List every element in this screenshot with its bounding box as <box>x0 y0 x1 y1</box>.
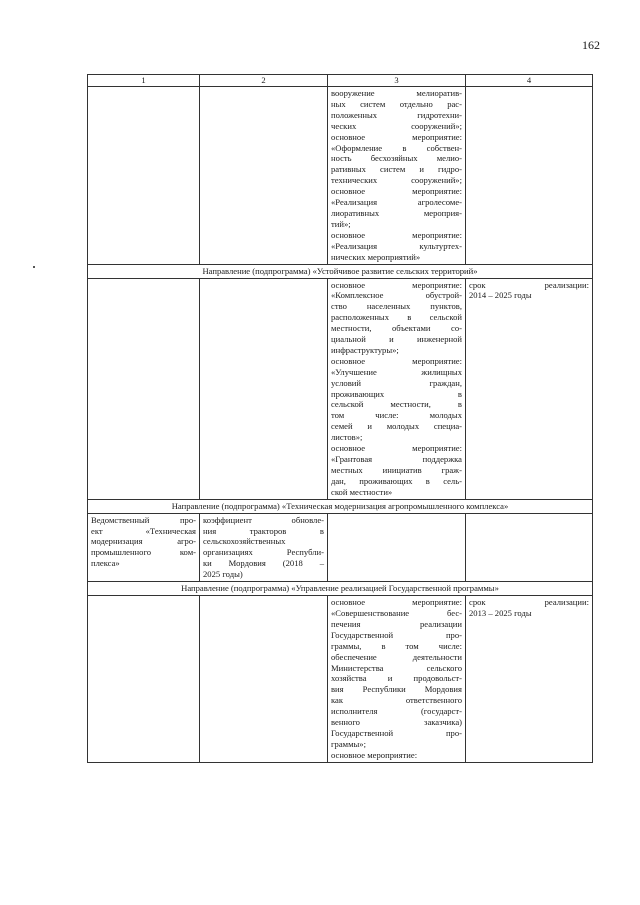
cell-line: семей и молодых специа- <box>331 421 462 432</box>
measures-cell <box>328 278 466 499</box>
cell-line: вооружение мелиоратив- <box>331 88 462 98</box>
table-row <box>88 278 593 499</box>
cell-line: ческих сооружений»; <box>331 120 462 131</box>
cell-line: ство населенных пунктов, <box>331 301 462 312</box>
cell-line: дан, проживающих в сель- <box>331 475 462 486</box>
cell-line: 2014 – 2025 годы <box>469 290 532 301</box>
program-table <box>87 74 593 763</box>
section-title: Направление (подпрограмма) «Техническая модернизация агропромышленного комплекса» <box>88 499 593 513</box>
cell-line: местных инициатив граж- <box>331 464 462 475</box>
cell-line: «Улучшение жилищных <box>331 366 462 377</box>
cell-line: срок реализации: <box>469 597 589 608</box>
cell-line: технических сооружений»; <box>331 175 462 186</box>
cell-line: основное мероприятие: <box>331 749 418 760</box>
cell-line: основное мероприятие: <box>331 131 462 142</box>
cell-line: хозяйства и продовольст- <box>331 673 462 684</box>
cell-empty <box>466 513 593 581</box>
cell-line: сельской местности, в <box>331 399 462 410</box>
cell-line: основное мероприятие: <box>331 229 462 240</box>
header-col-4: 4 <box>466 75 593 87</box>
cell-line: сельскохозяйственных <box>203 536 286 547</box>
cell-line: обеспечение деятельности <box>331 651 462 662</box>
cell-line: исполнителя (государст- <box>331 706 462 717</box>
cell-line: Ведомственный про- <box>91 514 196 525</box>
cell-line: «Комплексное обустрой- <box>331 290 462 301</box>
header-col-2: 2 <box>200 75 328 87</box>
cell-line: «Оформление в собствен- <box>331 142 462 153</box>
cell-line: «Реализация агролесоме- <box>331 197 462 208</box>
cell-line: тий»; <box>331 218 351 229</box>
cell-line: Государственной про- <box>331 727 462 738</box>
cell-line: граммы, в том числе: <box>331 640 462 651</box>
cell-line: листов»; <box>331 432 363 443</box>
cell-line: «Совершенствование бес- <box>331 607 462 618</box>
cell-line: положенных гидротехни- <box>331 109 462 120</box>
term-cell <box>466 596 593 763</box>
table-row <box>88 513 593 581</box>
cell-line: условий граждан, <box>331 377 462 388</box>
section-row <box>88 499 593 513</box>
table-row <box>88 87 593 265</box>
cell-line: плекса» <box>91 558 120 569</box>
cell-line: ки Мордовия (2018 – <box>203 558 324 569</box>
cell-line: срок реализации: <box>469 279 589 290</box>
cell-line: местности, объектами со- <box>331 323 462 334</box>
cell-line: ных систем отдельно рас- <box>331 98 462 109</box>
cell-line: «Грантовая поддержка <box>331 454 462 464</box>
header-col-3: 3 <box>328 75 466 87</box>
cell-line: как ответственного <box>331 695 462 706</box>
cell-line: расположенных в сельской <box>331 312 462 323</box>
cell-line: 2025 годы) <box>203 569 243 580</box>
cell-line: промышленного ком- <box>91 547 196 558</box>
cell-line: венного заказчика) <box>331 717 462 728</box>
cell-empty <box>328 513 466 581</box>
cell-line: организациях Республи- <box>203 547 324 558</box>
cell-line: Министерства сельского <box>331 662 462 673</box>
cell-line: коэффициент обновле- <box>203 514 324 525</box>
cell-line: инфраструктуры»; <box>331 344 399 355</box>
project-cell <box>88 513 200 581</box>
cell-line: том числе: молодых <box>331 410 462 421</box>
cell-line: граммы»; <box>331 738 366 749</box>
cell-line: ской местности» <box>331 486 393 497</box>
cell-empty <box>200 278 328 499</box>
cell-line: проживающих в <box>331 388 462 399</box>
cell-line: 2013 – 2025 годы <box>469 607 532 618</box>
cell-line: «Реализация культуртех- <box>331 240 462 251</box>
cell-empty <box>200 87 328 265</box>
section-row <box>88 264 593 278</box>
measures-cell <box>328 87 466 265</box>
header-col-1: 1 <box>88 75 200 87</box>
section-row <box>88 582 593 596</box>
term-cell <box>466 278 593 499</box>
cell-line: ект «Техническая <box>91 525 196 536</box>
cell-line: нических мероприятий» <box>331 251 421 262</box>
cell-empty <box>200 596 328 763</box>
cell-line: ность бесхозяйных мелио- <box>331 153 462 164</box>
cell-line: Государственной про- <box>331 629 462 640</box>
page-number: 162 <box>582 38 600 52</box>
cell-line: ративных систем и гидро- <box>331 164 462 175</box>
cell-line: модернизация агро- <box>91 536 196 547</box>
section-title: Направление (подпрограмма) «Устойчивое развитие сельских территорий» <box>88 264 593 278</box>
indicator-cell <box>200 513 328 581</box>
cell-line: основное мероприятие: <box>331 443 462 454</box>
cell-empty <box>88 278 200 499</box>
cell-line: вия Республики Мордовия <box>331 684 462 695</box>
cell-empty <box>88 596 200 763</box>
scan-speck <box>33 266 35 268</box>
cell-empty <box>466 87 593 265</box>
cell-line: циальной и инженерной <box>331 334 462 345</box>
cell-empty <box>88 87 200 265</box>
measures-cell <box>328 596 466 763</box>
header-row <box>88 75 593 87</box>
cell-line: основное мероприятие: <box>331 186 462 197</box>
cell-line: основное мероприятие: <box>331 355 462 366</box>
section-title: Направление (подпрограмма) «Управление реализацией Государственной программы» <box>88 582 593 596</box>
cell-line: печения реализации <box>331 618 462 629</box>
cell-line: основное мероприятие: <box>331 597 462 608</box>
table-row <box>88 596 593 763</box>
cell-line: ния тракторов в <box>203 525 324 536</box>
cell-line: основное мероприятие: <box>331 279 462 290</box>
cell-line: лиоративных мероприя- <box>331 207 462 218</box>
